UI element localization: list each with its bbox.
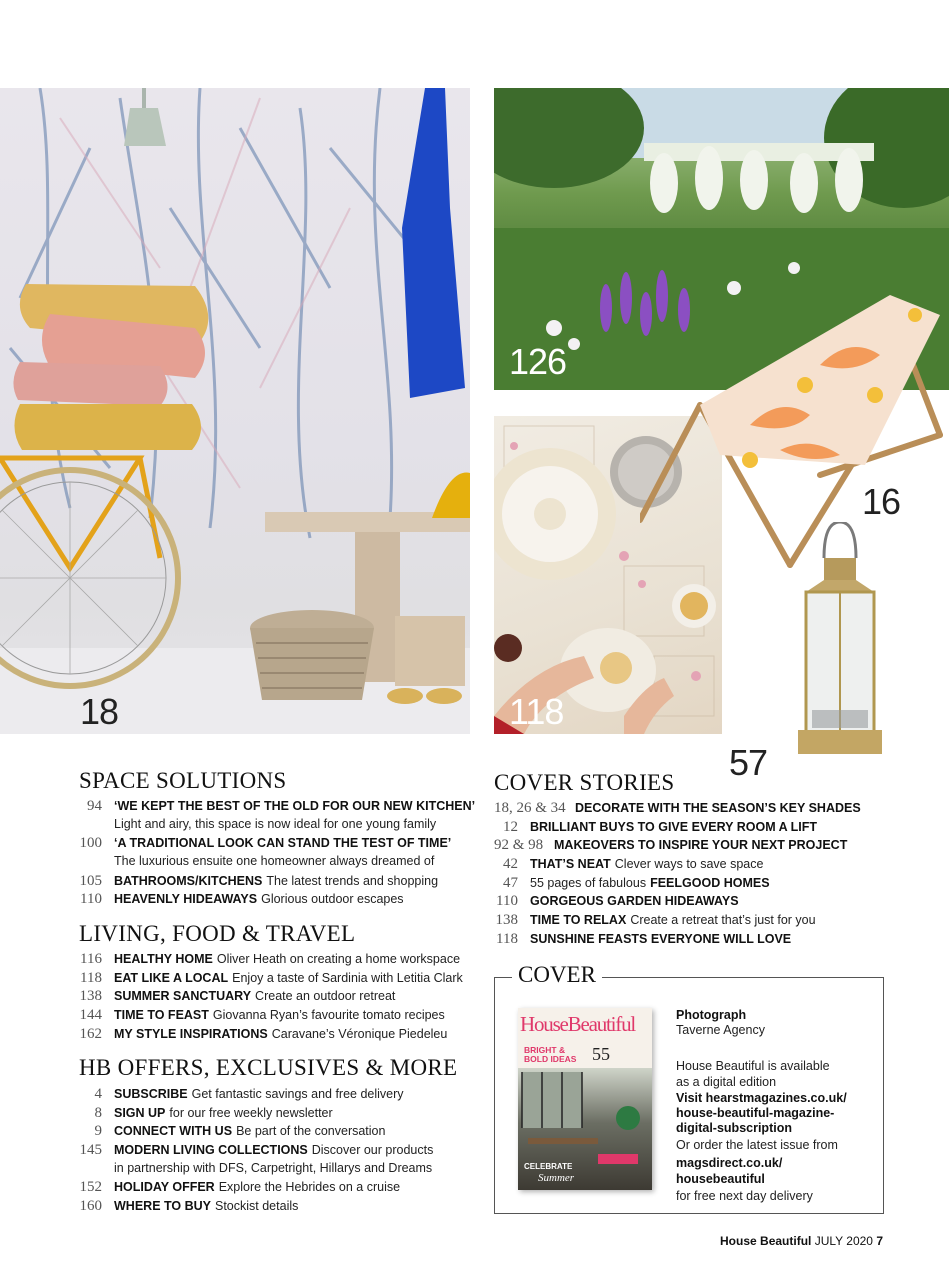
toc-page-number: 94 bbox=[87, 798, 102, 814]
magsdirect-link-line-2[interactable]: housebeautiful bbox=[676, 1172, 765, 1186]
cover-summer-line: Summer bbox=[538, 1172, 575, 1184]
toc-page-number: 138 bbox=[495, 912, 518, 929]
toc-description: Oliver Heath on creating a home workspace bbox=[216, 952, 461, 966]
toc-entry[interactable] bbox=[72, 1198, 433, 1217]
toc-description: 55 pages of fabulous bbox=[530, 875, 647, 890]
toc-title: MY STYLE INSPIRATIONS bbox=[114, 1026, 268, 1041]
toc-title: SIGN UP bbox=[114, 1105, 166, 1120]
toc-entry[interactable] bbox=[494, 893, 861, 912]
space-solutions-heading: SPACE SOLUTIONS bbox=[79, 768, 287, 793]
toc-entry[interactable] bbox=[72, 1007, 463, 1026]
toc-title: WHERE TO BUY bbox=[114, 1199, 211, 1214]
toc-entry[interactable] bbox=[72, 891, 475, 910]
toc-description: Light and airy, this space is now ideal for one young family bbox=[114, 816, 437, 831]
toc-description: for our free weekly newsletter bbox=[169, 1105, 333, 1120]
cover-bold-line: BOLD IDEAS bbox=[524, 1054, 577, 1064]
toc-title: ‘WE KEPT THE BEST OF THE OLD FOR OUR NEW KITCHEN’ bbox=[114, 799, 476, 813]
toc-page-number: 18, 26 & 34 bbox=[494, 800, 566, 816]
toc-page-number: 160 bbox=[79, 1198, 102, 1215]
toc-title: HEALTHY HOME bbox=[114, 952, 213, 966]
cover-photo bbox=[518, 1068, 652, 1190]
toc-page-number: 116 bbox=[80, 951, 102, 967]
toc-description: Get fantastic savings and free delivery bbox=[191, 1087, 404, 1101]
toc-entry-continuation bbox=[72, 1161, 433, 1180]
toc-title: SUNSHINE FEASTS EVERYONE WILL LOVE bbox=[530, 931, 792, 946]
toc-entry[interactable] bbox=[494, 819, 861, 838]
toc-entry[interactable] bbox=[494, 931, 861, 950]
toc-page-number: 145 bbox=[79, 1142, 102, 1159]
space-solutions-list bbox=[72, 798, 475, 910]
toc-description: Be part of the conversation bbox=[236, 1124, 386, 1139]
toc-entry[interactable] bbox=[72, 1123, 433, 1142]
toc-description: Stockist details bbox=[215, 1199, 299, 1214]
toc-page-number: 110 bbox=[496, 893, 518, 910]
hallway-illustration bbox=[0, 88, 470, 734]
toc-page-number: 162 bbox=[79, 1025, 102, 1042]
lantern-page-number: 57 bbox=[729, 742, 768, 783]
toc-title: BRILLIANT BUYS TO GIVE EVERY ROOM A LIFT bbox=[530, 819, 818, 834]
toc-page-number: 9 bbox=[94, 1123, 102, 1140]
toc-entry[interactable] bbox=[72, 835, 475, 854]
magsdirect-link-line-1[interactable]: magsdirect.co.uk/ bbox=[676, 1156, 783, 1170]
toc-page-number: 110 bbox=[80, 891, 102, 908]
subscription-link-line-1[interactable]: Visit hearstmagazines.co.uk/ bbox=[676, 1091, 847, 1105]
toc-page-number: 138 bbox=[79, 988, 102, 1005]
toc-title: MAKEOVERS TO INSPIRE YOUR NEXT PROJECT bbox=[554, 838, 848, 853]
toc-description: Discover our products bbox=[311, 1143, 434, 1158]
toc-entry-continuation bbox=[72, 854, 475, 873]
toc-description: in partnership with DFS, Carpetright, Hillarys and Dreams bbox=[114, 1160, 433, 1175]
toc-entry[interactable] bbox=[72, 873, 475, 892]
toc-entry[interactable] bbox=[72, 970, 463, 989]
page-footer bbox=[720, 1234, 883, 1248]
toc-entry[interactable] bbox=[494, 800, 861, 819]
toc-entry[interactable] bbox=[494, 875, 861, 894]
lantern-image bbox=[776, 522, 900, 758]
toc-title: DECORATE WITH THE SEASON’S KEY SHADES bbox=[575, 801, 861, 815]
toc-title: TIME TO FEAST bbox=[114, 1008, 209, 1023]
toc-page-number: 92 & 98 bbox=[494, 837, 544, 854]
toc-title: SUBSCRIBE bbox=[114, 1087, 188, 1101]
toc-description: Glorious outdoor escapes bbox=[261, 892, 404, 907]
cover-stories-heading: COVER STORIES bbox=[494, 770, 675, 795]
digital-edition-line-2: as a digital edition bbox=[676, 1075, 777, 1089]
toc-page-number: 105 bbox=[79, 872, 102, 889]
toc-page-number: 8 bbox=[94, 1104, 102, 1121]
footer-page-number: 7 bbox=[876, 1234, 883, 1248]
toc-page-number: 47 bbox=[503, 874, 518, 891]
toc-entry[interactable] bbox=[72, 951, 463, 970]
magazine-cover-thumbnail[interactable] bbox=[518, 1008, 652, 1190]
garden-page-number: 126 bbox=[509, 341, 567, 382]
cover-masthead: HouseBeautiful bbox=[520, 1012, 636, 1036]
toc-title: SUMMER SANCTUARY bbox=[114, 989, 252, 1004]
toc-description: Giovanna Ryan’s favourite tomato recipes bbox=[212, 1008, 445, 1023]
toc-title: BATHROOMS/KITCHENS bbox=[114, 873, 263, 888]
toc-title: EAT LIKE A LOCAL bbox=[114, 970, 229, 985]
toc-description: Caravane’s Véronique Piedeleu bbox=[271, 1026, 448, 1041]
living-food-travel-heading: LIVING, FOOD & TRAVEL bbox=[79, 921, 356, 946]
toc-description: The luxurious ensuite one homeowner always dreamed of bbox=[114, 854, 435, 869]
toc-description: Create an outdoor retreat bbox=[255, 989, 396, 1004]
toc-page-number: 12 bbox=[503, 818, 518, 835]
toc-entry[interactable] bbox=[72, 1179, 433, 1198]
toc-title: MODERN LIVING COLLECTIONS bbox=[114, 1143, 308, 1158]
hallway-photo bbox=[0, 88, 470, 734]
toc-entry[interactable] bbox=[72, 1105, 433, 1124]
footer-brand: House Beautiful bbox=[720, 1234, 812, 1248]
cover-heading: COVER bbox=[512, 962, 602, 988]
toc-title: FEELGOOD HOMES bbox=[650, 875, 770, 890]
toc-page-number: 152 bbox=[79, 1179, 102, 1196]
photograph-label: Photograph bbox=[676, 1008, 747, 1022]
cover-big-number: 55 bbox=[592, 1044, 610, 1064]
toc-entry-continuation bbox=[72, 817, 475, 836]
toc-title: TIME TO RELAX bbox=[530, 913, 627, 928]
toc-page-number: 42 bbox=[503, 856, 518, 873]
free-delivery-text: for free next day delivery bbox=[676, 1189, 813, 1203]
photograph-credit: Taverne Agency bbox=[676, 1023, 765, 1037]
toc-title: ‘A TRADITIONAL LOOK CAN STAND THE TEST OF TIME’ bbox=[114, 836, 452, 851]
toc-page-number: 118 bbox=[496, 930, 518, 947]
toc-entry[interactable] bbox=[72, 798, 475, 817]
cover-bright-line: BRIGHT & bbox=[524, 1045, 566, 1055]
deckchair-page-number: 16 bbox=[862, 481, 901, 522]
toc-description: Clever ways to save space bbox=[614, 857, 764, 872]
toc-entry[interactable] bbox=[72, 1142, 433, 1161]
toc-title: GORGEOUS GARDEN HIDEAWAYS bbox=[530, 894, 739, 909]
subscription-link-line-3[interactable]: digital-subscription bbox=[676, 1121, 792, 1135]
order-issue-text: Or order the latest issue from bbox=[676, 1138, 838, 1152]
cover-celebrate-line: CELEBRATE bbox=[524, 1162, 573, 1171]
toc-title: HEAVENLY HIDEAWAYS bbox=[114, 892, 258, 907]
toc-description: Create a retreat that’s just for you bbox=[630, 913, 816, 928]
living-food-travel-list bbox=[72, 951, 463, 1044]
toc-entry[interactable] bbox=[494, 856, 861, 875]
feast-page-number: 118 bbox=[509, 691, 564, 732]
toc-entry[interactable] bbox=[72, 1026, 463, 1045]
toc-page-number: 4 bbox=[94, 1086, 102, 1102]
toc-description: Explore the Hebrides on a cruise bbox=[218, 1180, 401, 1195]
digital-edition-line-1: House Beautiful is available bbox=[676, 1059, 830, 1073]
toc-title: CONNECT WITH US bbox=[114, 1124, 233, 1139]
cover-stories-list bbox=[494, 800, 861, 950]
toc-page-number: 100 bbox=[79, 835, 102, 852]
subscription-link-line-2[interactable]: house-beautiful-magazine- bbox=[676, 1106, 835, 1120]
toc-entry[interactable] bbox=[494, 912, 861, 931]
toc-description: Enjoy a taste of Sardinia with Letitia Clark bbox=[232, 970, 463, 985]
toc-entry[interactable] bbox=[494, 837, 861, 856]
footer-issue: JULY 2020 bbox=[814, 1234, 873, 1248]
toc-page-number: 144 bbox=[79, 1007, 102, 1024]
toc-title: THAT’S NEAT bbox=[530, 857, 611, 872]
toc-title: HOLIDAY OFFER bbox=[114, 1180, 215, 1195]
hb-offers-heading: HB OFFERS, EXCLUSIVES & MORE bbox=[79, 1055, 458, 1080]
toc-description: The latest trends and shopping bbox=[266, 873, 439, 888]
hallway-page-number: 18 bbox=[80, 691, 119, 732]
toc-entry[interactable] bbox=[72, 1086, 433, 1105]
toc-entry[interactable] bbox=[72, 988, 463, 1007]
hb-offers-list bbox=[72, 1086, 433, 1217]
toc-page-number: 118 bbox=[80, 969, 102, 986]
